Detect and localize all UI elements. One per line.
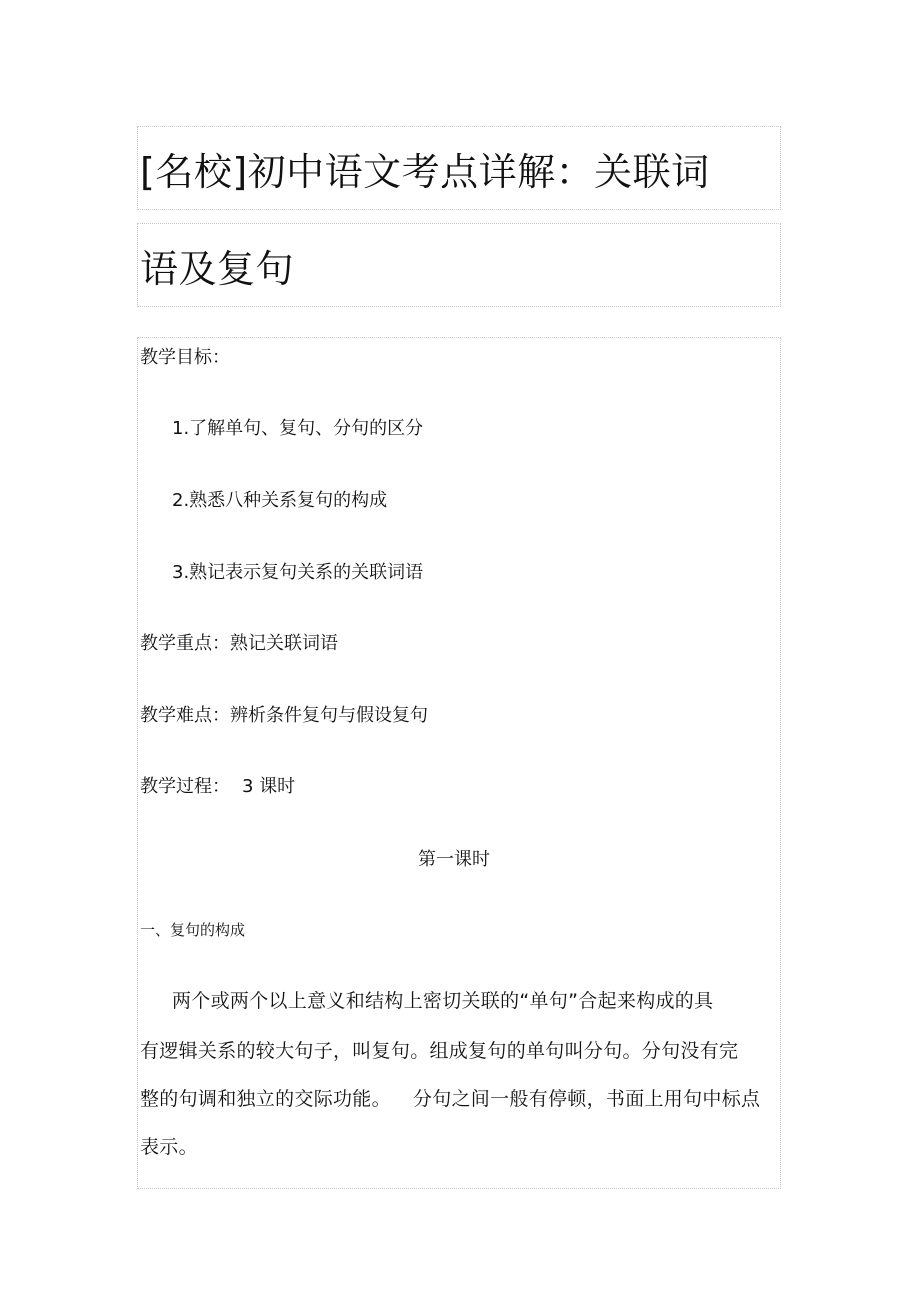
- objective-item-3: 3.熟记表示复句关系的关联词语: [172, 562, 424, 583]
- paragraph-line-3: [140, 1089, 760, 1109]
- paragraph-line-2: 有逻辑关系的较大句子，叫复句。组成复句的单句叫分句。分句没有完: [140, 1040, 739, 1062]
- key-point: 教学重点：熟记关联词语: [140, 633, 338, 654]
- teaching-process: [140, 777, 295, 797]
- teaching-process-label: 教学过程：: [140, 776, 230, 797]
- section-heading: 一、复句的构成: [140, 921, 246, 939]
- lesson-title: 第一课时: [418, 849, 490, 870]
- paragraph-line-1: 两个或两个以上意义和结构上密切关联的“单句”合起来构成的具: [172, 990, 714, 1012]
- paragraph-line-4: 表示。: [140, 1136, 198, 1158]
- objectives-heading: 教学目标：: [140, 347, 230, 368]
- objective-item-2: 2.熟悉八种关系复句的构成: [172, 490, 388, 511]
- paragraph-line-3-part-1: 整的句调和独立的交际功能。: [140, 1088, 391, 1110]
- paragraph-line-3-part-2: 分句之间一般有停顿，书面上用句中标点: [412, 1088, 761, 1110]
- difficulty: 教学难点：辨析条件复句与假设复句: [140, 705, 428, 726]
- teaching-process-value: 3 课时: [242, 776, 296, 797]
- objective-item-1: 1.了解单句、复句、分句的区分: [172, 418, 424, 439]
- document-title-line-2: 语及复句: [140, 247, 295, 291]
- document-title-line-1: [名校]初中语文考点详解：关联词: [140, 150, 710, 194]
